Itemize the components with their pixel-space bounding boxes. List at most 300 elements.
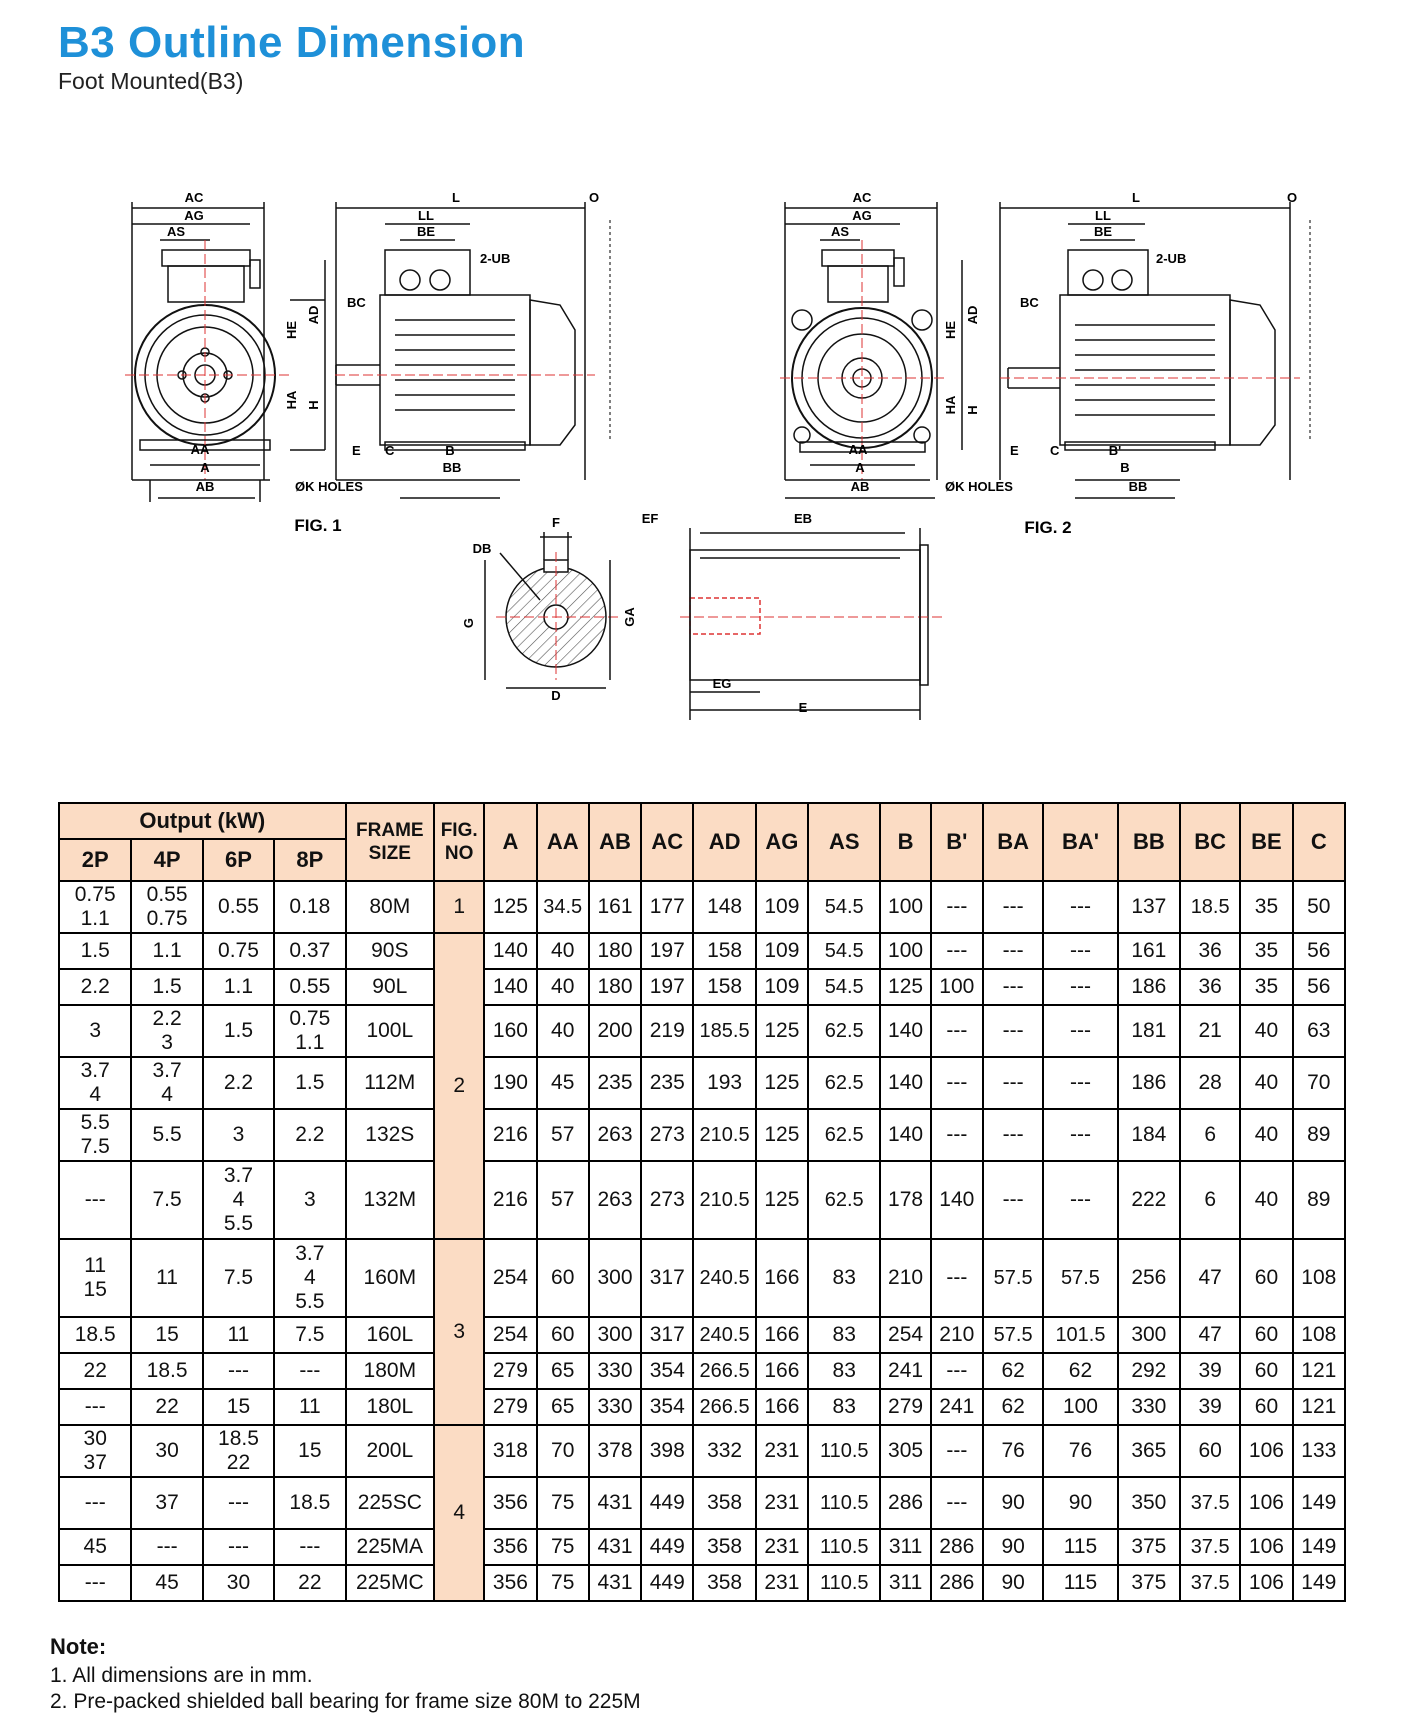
dimension-cell: 89 — [1293, 1109, 1345, 1161]
dimension-cell: 90 — [983, 1529, 1043, 1565]
dimension-cell: 254 — [484, 1317, 536, 1353]
fig1-label-aa: AA — [190, 442, 210, 457]
dimension-cell: 279 — [484, 1353, 536, 1389]
dimension-cell: 28 — [1180, 1057, 1240, 1109]
output-value: 15 — [226, 1395, 251, 1418]
output-p8-cell — [274, 1109, 345, 1161]
output-value: 15 — [155, 1323, 179, 1346]
table-row — [59, 1353, 1345, 1389]
shaft-label-g: G — [461, 617, 476, 629]
dimension-cell: 57.5 — [1043, 1239, 1117, 1317]
fig1-caption: FIG. 1 — [294, 516, 342, 535]
dimension-cell: --- — [983, 1161, 1043, 1239]
dimension-cell: 36 — [1180, 969, 1240, 1005]
dimension-cell: 70 — [537, 1425, 589, 1477]
dimension-cell: 149 — [1293, 1529, 1345, 1565]
output-value: 2.2 — [152, 1007, 182, 1030]
output-value: 18.5 — [218, 1427, 259, 1450]
fig2-label-a: A — [855, 460, 865, 475]
dimension-cell: 90 — [983, 1477, 1043, 1529]
fig1-label-c: C — [385, 443, 395, 458]
dimension-cell: 158 — [693, 969, 755, 1005]
dimension-cell: 57 — [537, 1161, 589, 1239]
dimension-cell: --- — [931, 1109, 983, 1161]
frame-size-cell: 100L — [346, 1005, 434, 1057]
dim-header: A — [484, 803, 536, 881]
output-p4-cell — [131, 1317, 202, 1353]
dimension-cell: 263 — [589, 1109, 641, 1161]
dimension-cell: 35 — [1240, 881, 1292, 933]
dimension-cell: 40 — [1240, 1109, 1292, 1161]
dimension-cell: 110.5 — [808, 1477, 880, 1529]
output-value: 5.5 — [295, 1290, 325, 1313]
table-row — [59, 1529, 1345, 1565]
dimension-cell: 200 — [589, 1005, 641, 1057]
dim-header: AC — [641, 803, 693, 881]
dimension-cell: 300 — [1118, 1317, 1180, 1353]
output-value: 7.5 — [295, 1323, 325, 1346]
dimension-cell: 254 — [880, 1317, 930, 1353]
dimension-cell: 106 — [1240, 1477, 1292, 1529]
shaft-label-ga: GA — [622, 607, 637, 627]
dimension-cell: 279 — [880, 1389, 930, 1425]
output-p6-cell — [203, 1565, 274, 1601]
fig2-label-e: E — [1010, 443, 1019, 458]
dimension-cell: 125 — [756, 1161, 808, 1239]
dimension-cell: 330 — [589, 1389, 641, 1425]
dimension-cell: 449 — [641, 1529, 693, 1565]
dimension-cell: --- — [1043, 933, 1117, 969]
dimension-cell: 148 — [693, 881, 755, 933]
dimension-cell: --- — [1043, 881, 1117, 933]
dimension-cell: 54.5 — [808, 933, 880, 969]
dimension-cell: 40 — [537, 933, 589, 969]
output-value: 3 — [161, 1031, 173, 1054]
output-p6-cell — [203, 1529, 274, 1565]
fig2-label-c: C — [1050, 443, 1060, 458]
output-value: 0.75 — [74, 883, 116, 906]
dimension-cell: 125 — [756, 1109, 808, 1161]
dimension-cell: 60 — [537, 1239, 589, 1317]
dimension-cell: 62 — [983, 1353, 1043, 1389]
fig2-label-ub: 2-UB — [1156, 251, 1187, 266]
output-value: 3.7 — [295, 1242, 325, 1265]
output-value: 37 — [155, 1491, 179, 1514]
dim-header: B — [880, 803, 930, 881]
output-p2-cell — [59, 1353, 131, 1389]
dimension-cell: 300 — [589, 1317, 641, 1353]
fig1-label-ll: LL — [418, 208, 434, 223]
output-value: --- — [299, 1359, 321, 1382]
dimension-cell: 75 — [537, 1477, 589, 1529]
dimension-cell: 109 — [756, 881, 808, 933]
dimension-cell: 45 — [537, 1057, 589, 1109]
output-p6-cell — [203, 1389, 274, 1425]
dimension-cell: 83 — [808, 1353, 880, 1389]
frame-size-cell: 112M — [346, 1057, 434, 1109]
fig2-side-view — [1000, 202, 1310, 498]
dimension-cell: 140 — [484, 969, 536, 1005]
dimension-cell: 125 — [484, 881, 536, 933]
output-value: 18.5 — [146, 1359, 188, 1382]
output-p2-cell — [59, 1109, 131, 1161]
output-p8-cell — [274, 1529, 345, 1565]
output-value: 1.1 — [223, 975, 254, 998]
fig2-label-bc: BC — [1020, 295, 1039, 310]
fig1-label-as: AS — [166, 224, 186, 239]
dimension-cell: 36 — [1180, 933, 1240, 969]
dimension-cell: 37.5 — [1180, 1529, 1240, 1565]
output-value: 11 — [298, 1395, 321, 1418]
output-p8-cell — [274, 881, 345, 933]
dimension-cell: 216 — [484, 1109, 536, 1161]
dimension-cell: 65 — [537, 1353, 589, 1389]
dimension-cell: 106 — [1240, 1529, 1292, 1565]
dimension-cell: 57.5 — [983, 1239, 1043, 1317]
dimension-cell: 166 — [756, 1353, 808, 1389]
pole-header-4p: 4P — [131, 839, 202, 881]
outline-drawing — [0, 180, 1425, 740]
dimension-cell: 378 — [589, 1425, 641, 1477]
output-value: 3.7 — [80, 1059, 110, 1082]
output-value: 0.37 — [289, 939, 331, 962]
dimension-cell: 62.5 — [808, 1161, 880, 1239]
output-p8-cell — [274, 1239, 345, 1317]
dimension-cell: 356 — [484, 1529, 536, 1565]
frame-size-cell: 132S — [346, 1109, 434, 1161]
dim-header: AD — [693, 803, 755, 881]
dimension-cell: 241 — [880, 1353, 930, 1389]
dimension-cell: 160 — [484, 1005, 536, 1057]
fig1-label-ac: AC — [184, 190, 204, 205]
dimension-cell: 75 — [537, 1529, 589, 1565]
dimension-cell: 166 — [756, 1317, 808, 1353]
outline-drawing-svg — [0, 180, 1425, 740]
output-p6-cell — [203, 1477, 274, 1529]
dim-header: AS — [808, 803, 880, 881]
output-p8-cell — [274, 1317, 345, 1353]
dimension-cell: 210.5 — [693, 1161, 755, 1239]
shaft-label-ef: EF — [641, 511, 659, 526]
dimension-cell: 21 — [1180, 1005, 1240, 1057]
frame-header-line2: SIZE — [368, 843, 411, 864]
output-value: 22 — [298, 1571, 322, 1594]
shaft-label-eb: EB — [793, 511, 813, 526]
output-p6-cell — [203, 1109, 274, 1161]
dimension-cell: 121 — [1293, 1353, 1345, 1389]
dimension-cell: 184 — [1118, 1109, 1180, 1161]
output-value: 1.5 — [223, 1019, 254, 1042]
dimension-cell: 216 — [484, 1161, 536, 1239]
output-value: 1.5 — [295, 1071, 325, 1094]
dimension-cell: 34.5 — [537, 881, 589, 933]
dimension-cell: --- — [931, 1005, 983, 1057]
dimension-cell: 37.5 — [1180, 1565, 1240, 1601]
dimension-cell: 109 — [756, 969, 808, 1005]
dimension-cell: 181 — [1118, 1005, 1180, 1057]
dimension-cell: 60 — [1240, 1353, 1292, 1389]
dimension-cell: 108 — [1293, 1239, 1345, 1317]
dimension-cell: 110.5 — [808, 1565, 880, 1601]
dimension-cell: 115 — [1043, 1565, 1117, 1601]
output-p2-cell — [59, 933, 131, 969]
output-value: 0.18 — [289, 895, 331, 918]
dimension-cell: 83 — [808, 1389, 880, 1425]
output-value: --- — [84, 1491, 106, 1514]
dimension-cell: 35 — [1240, 933, 1292, 969]
dimension-cell: 279 — [484, 1389, 536, 1425]
dimension-cell: 286 — [880, 1477, 930, 1529]
dim-header: AA — [537, 803, 589, 881]
dimension-cell: 240.5 — [693, 1239, 755, 1317]
dimension-cell: 354 — [641, 1353, 693, 1389]
dimension-cell: 273 — [641, 1109, 693, 1161]
output-value: --- — [84, 1571, 106, 1594]
dimension-cell: 89 — [1293, 1161, 1345, 1239]
dimension-cell: 54.5 — [808, 881, 880, 933]
dimension-cell: 241 — [931, 1389, 983, 1425]
fig1-label-he: HE — [284, 320, 299, 340]
dimension-cell: 60 — [1240, 1317, 1292, 1353]
page-title: B3 Outline Dimension — [58, 18, 526, 67]
dimension-cell: 60 — [1180, 1425, 1240, 1477]
dimension-cell: 166 — [756, 1389, 808, 1425]
dimension-cell: 358 — [693, 1477, 755, 1529]
output-value: 0.75 — [146, 907, 188, 930]
dimension-cell: --- — [983, 1005, 1043, 1057]
dimension-cell: 50 — [1293, 881, 1345, 933]
dimension-cell: 292 — [1118, 1353, 1180, 1389]
output-p6-cell — [203, 1161, 274, 1239]
fig2-label-bprime: B' — [1108, 443, 1122, 458]
output-value: 37 — [83, 1451, 107, 1474]
dimension-cell: 231 — [756, 1425, 808, 1477]
output-p8-cell — [274, 1565, 345, 1601]
dimension-cell: 210 — [880, 1239, 930, 1317]
output-value: 4 — [161, 1083, 173, 1106]
fig-header-line1: FIG. — [440, 820, 478, 841]
output-p8-cell — [274, 1425, 345, 1477]
dimension-cell: 137 — [1118, 881, 1180, 933]
dimension-cell: 222 — [1118, 1161, 1180, 1239]
fig1-label-ub: 2-UB — [480, 251, 511, 266]
fig-no-cell: 1 — [434, 881, 484, 933]
output-value: 18.5 — [289, 1491, 331, 1514]
output-p4-cell — [131, 1161, 202, 1239]
fig1-label-l: L — [452, 190, 460, 205]
fig-no-header — [434, 803, 484, 881]
dimension-cell: --- — [1043, 1109, 1117, 1161]
dimension-cell: 186 — [1118, 1057, 1180, 1109]
output-value: 15 — [298, 1439, 322, 1462]
dimension-cell: 62.5 — [808, 1057, 880, 1109]
dimension-cell: 166 — [756, 1239, 808, 1317]
dimension-cell: 317 — [641, 1317, 693, 1353]
fig-header-line2: NO — [444, 843, 474, 864]
output-value: 3.7 — [223, 1164, 254, 1187]
dimension-cell: 63 — [1293, 1005, 1345, 1057]
dimension-cell: 76 — [983, 1425, 1043, 1477]
frame-size-cell: 225MC — [346, 1565, 434, 1601]
output-value: 30 — [83, 1427, 107, 1450]
output-value: 18.5 — [74, 1323, 116, 1346]
output-value: 45 — [155, 1571, 179, 1594]
dimension-cell: 231 — [756, 1529, 808, 1565]
dimension-cell: 62 — [983, 1389, 1043, 1425]
shaft-label-e: E — [798, 700, 808, 715]
dimension-cell: 83 — [808, 1317, 880, 1353]
dimension-cell: 109 — [756, 933, 808, 969]
dim-header: C — [1293, 803, 1345, 881]
dimension-cell: 193 — [693, 1057, 755, 1109]
dimension-cell: 40 — [1240, 1057, 1292, 1109]
frame-size-cell: 80M — [346, 881, 434, 933]
pole-header-6p: 6P — [203, 839, 274, 881]
frame-size-header — [346, 803, 434, 881]
output-value: 30 — [226, 1571, 251, 1594]
output-value: 22 — [155, 1395, 179, 1418]
output-value: 30 — [155, 1439, 179, 1462]
dimension-table — [58, 802, 1346, 1602]
fig-no-cell: 2 — [434, 933, 484, 1239]
fig2-label-ab: AB — [850, 479, 870, 494]
output-value: 3 — [89, 1019, 102, 1042]
output-p8-cell — [274, 969, 345, 1005]
dimension-cell: 286 — [931, 1565, 983, 1601]
output-p6-cell — [203, 1353, 274, 1389]
fig1-label-ag: AG — [184, 208, 204, 223]
output-p6-cell — [203, 933, 274, 969]
fig2-label-h: H — [965, 405, 980, 415]
fig2-label-ha: HA — [943, 395, 958, 415]
dimension-cell: 75 — [537, 1565, 589, 1601]
output-value: 22 — [226, 1451, 251, 1474]
dimension-cell: 100 — [1043, 1389, 1117, 1425]
output-value: --- — [156, 1535, 178, 1558]
dimension-cell: 185.5 — [693, 1005, 755, 1057]
output-value: 2.2 — [80, 975, 110, 998]
fig2-end-view — [780, 202, 962, 498]
dimension-cell: 125 — [756, 1005, 808, 1057]
table-row — [59, 1161, 1345, 1239]
output-value: 11 — [156, 1266, 178, 1289]
output-p4-cell — [131, 1425, 202, 1477]
frame-header-line1: FRAME — [356, 820, 424, 841]
dimension-cell: 106 — [1240, 1425, 1292, 1477]
output-value: 1.1 — [295, 1031, 325, 1054]
shaft-end-view — [680, 528, 945, 720]
output-p2-cell — [59, 1425, 131, 1477]
output-value: 11 — [227, 1323, 250, 1346]
dimension-cell: --- — [931, 1239, 983, 1317]
dimension-cell: 40 — [1240, 1005, 1292, 1057]
dimension-cell: 90 — [1043, 1477, 1117, 1529]
dimension-cell: 263 — [589, 1161, 641, 1239]
dimension-cell: 65 — [537, 1389, 589, 1425]
fig2-label-be: BE — [1093, 224, 1113, 239]
fig1-side-view — [335, 202, 610, 498]
dimension-cell: 273 — [641, 1161, 693, 1239]
dimension-cell: 39 — [1180, 1353, 1240, 1389]
dimension-cell: 37.5 — [1180, 1477, 1240, 1529]
pole-header-8p: 8P — [274, 839, 345, 881]
dimension-cell: 56 — [1293, 933, 1345, 969]
output-p8-cell — [274, 1005, 345, 1057]
dimension-cell: 100 — [880, 933, 930, 969]
fig2-label-he: HE — [943, 320, 958, 340]
output-value: --- — [84, 1188, 106, 1211]
output-p6-cell — [203, 1239, 274, 1317]
fig-no-cell: 3 — [434, 1239, 484, 1425]
output-p4-cell — [131, 1565, 202, 1601]
dimension-cell: 398 — [641, 1425, 693, 1477]
dimension-cell: 60 — [1240, 1239, 1292, 1317]
output-p2-cell — [59, 881, 131, 933]
dimension-cell: 286 — [931, 1529, 983, 1565]
dimension-cell: 60 — [537, 1317, 589, 1353]
dimension-table-body — [59, 881, 1345, 1601]
dimension-cell: 18.5 — [1180, 881, 1240, 933]
dimension-cell: 235 — [641, 1057, 693, 1109]
fig2-label-ac: AC — [852, 190, 872, 205]
dimension-cell: 186 — [1118, 969, 1180, 1005]
dim-header: AB — [589, 803, 641, 881]
output-p4-cell — [131, 933, 202, 969]
output-value: 3 — [304, 1188, 316, 1211]
output-value: 3.7 — [152, 1059, 182, 1082]
output-value: 4 — [304, 1266, 316, 1289]
dimension-cell: 101.5 — [1043, 1317, 1117, 1353]
fig1-label-k-holes: ØK HOLES — [295, 479, 363, 494]
dimension-cell: 266.5 — [693, 1353, 755, 1389]
dimension-cell: 6 — [1180, 1161, 1240, 1239]
dimension-cell: 140 — [880, 1109, 930, 1161]
fig1-label-ha: HA — [284, 390, 299, 410]
dimension-cell: 47 — [1180, 1239, 1240, 1317]
table-row — [59, 1565, 1345, 1601]
frame-size-cell: 90S — [346, 933, 434, 969]
output-p2-cell — [59, 1529, 131, 1565]
output-p4-cell — [131, 1057, 202, 1109]
dimension-cell: 300 — [589, 1239, 641, 1317]
fig1-label-b: B — [445, 443, 455, 458]
fig1-label-ad: AD — [306, 305, 321, 325]
output-value: 0.55 — [289, 975, 331, 998]
fig2-label-b: B — [1120, 460, 1130, 475]
table-row — [59, 969, 1345, 1005]
output-value: 1.1 — [152, 939, 182, 962]
dimension-cell: 254 — [484, 1239, 536, 1317]
table-row — [59, 1109, 1345, 1161]
dimension-cell: 240.5 — [693, 1317, 755, 1353]
output-p2-cell — [59, 1317, 131, 1353]
output-value: 7.5 — [80, 1135, 110, 1158]
dimension-cell: 140 — [880, 1057, 930, 1109]
shaft-label-eg: EG — [712, 676, 732, 691]
shaft-section — [485, 532, 620, 688]
frame-size-cell: 180M — [346, 1353, 434, 1389]
dimension-cell: 449 — [641, 1565, 693, 1601]
output-value: 45 — [83, 1535, 107, 1558]
fig-no-cell: 4 — [434, 1425, 484, 1601]
note-line-2: 2. Pre-packed shielded ball bearing for frame size 80M to 225M — [50, 1690, 641, 1713]
shaft-label-f: F — [552, 515, 560, 530]
table-row — [59, 1389, 1345, 1425]
dimension-cell: 83 — [808, 1239, 880, 1317]
table-row — [59, 1477, 1345, 1529]
fig2-label-l: L — [1132, 190, 1140, 205]
dimension-cell: 180 — [589, 969, 641, 1005]
